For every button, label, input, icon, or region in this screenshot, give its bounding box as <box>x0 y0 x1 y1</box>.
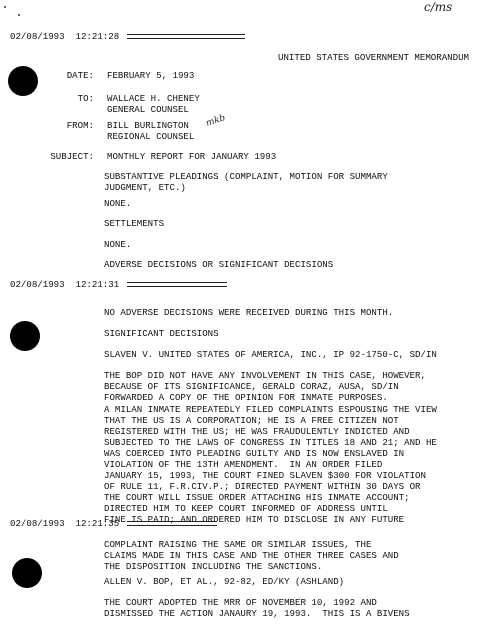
case-title-slaven: SLAVEN V. UNITED STATES OF AMERICA, INC., IP 92-1750-C, SD/IN <box>104 349 437 360</box>
timestamp-rule <box>127 34 245 39</box>
subject-label: SUBJECT: <box>50 151 94 162</box>
scan-speck <box>4 6 6 8</box>
to-name: WALLACE H. CHENEY <box>107 93 200 104</box>
to-title: GENERAL COUNSEL <box>107 104 189 115</box>
timestamp-date: 02/08/1993 <box>10 518 65 529</box>
para-substantive-pleadings: SUBSTANTIVE PLEADINGS (COMPLAINT, MOTION FOR SUMMARY JUDGMENT, ETC.) <box>104 171 388 193</box>
timestamp-date: 02/08/1993 <box>10 31 65 42</box>
para-none-2: NONE. <box>104 239 132 250</box>
to-label: TO: <box>77 93 94 104</box>
case-title-allen: ALLEN V. BOP, ET AL., 92-82, ED/KY (ASHLAND) <box>104 576 345 587</box>
timestamp-time: 12:21:28 <box>75 31 120 42</box>
para-none-1: NONE. <box>104 198 132 209</box>
memo-subject: MONTHLY REPORT FOR JANUARY 1993 <box>107 151 277 162</box>
from-name: BILL BURLINGTON <box>107 120 189 131</box>
heading-adverse-decisions: ADVERSE DECISIONS OR SIGNIFICANT DECISIONS <box>104 259 334 270</box>
date-label: DATE: <box>66 70 94 81</box>
timestamp-rule <box>127 521 217 526</box>
heading-settlements: SETTLEMENTS <box>104 218 165 229</box>
from-label: FROM: <box>66 120 94 131</box>
corner-handwriting: c/ms <box>424 0 453 14</box>
timestamp-time: 12:21:31 <box>75 279 120 290</box>
para-bop-involvement: THE BOP DID NOT HAVE ANY INVOLVEMENT IN THIS CASE, HOWEVER, BECAUSE OF ITS SIGNIFICANCE, GERALD CORAZ, AUSA, SD/IN FORWARDED A COPY OF THE OPINION FOR INMATE PURPOSES. <box>104 370 426 403</box>
scan-speck <box>18 14 20 16</box>
para-no-adverse: NO ADVERSE DECISIONS WERE RECEIVED DURING THIS MONTH. <box>104 307 394 318</box>
timestamp-date: 02/08/1993 <box>10 279 65 290</box>
punch-hole-bottom <box>12 558 42 588</box>
timestamp-rule <box>127 282 227 287</box>
memo-date: FEBRUARY 5, 1993 <box>107 70 195 81</box>
punch-hole-middle <box>10 321 40 351</box>
initials-handwriting: mkb <box>204 113 227 129</box>
timestamp-line-3 <box>10 518 217 529</box>
para-milan-inmate: A MILAN INMATE REPEATEDLY FILED COMPLAINTS ESPOUSING THE VIEW THAT THE US IS A CORPORATION; HE IS A FREE CITIZEN NOT REGISTERED WITH THE US; HE WAS FRAUDULENTLY INDICTED AND SUBJECTED TO THE LAWS OF CONGRESS IN TITLES 18 AND 21; AND HE WAS COERCED INTO PLEADING GUILTY AND IS NOW ENSLAVED IN VIOLATION OF THE 13TH AMENDMENT. IN AN ORDER FILED JANUARY 15, 1993, THE COURT FINED SLAVEN $300 FOR VIOLATION OF RULE 11, F.R.CIV.P.; DIRECTED PAYMENT WITHIN 30 DAYS OR THE COURT WILL ISSUE ORDER ATTACHING HIS INMATE ACCOUNT; DIRECTED HIM TO KEEP COURT INFORMED OF ADDRESS UNTIL FINE IS PAID; AND ORDERED HIM TO DISCLOSE IN ANY FUTURE <box>104 404 437 525</box>
para-court-adopted: THE COURT ADOPTED THE MRR OF NOVEMBER 10, 1992 AND DISMISSED THE ACTION JANAURY 19, 1993. THIS IS A BIVENS <box>104 597 410 619</box>
memo-header: UNITED STATES GOVERNMENT MEMORANDUM <box>278 52 469 63</box>
heading-significant-decisions: SIGNIFICANT DECISIONS <box>104 328 219 339</box>
timestamp-line-2 <box>10 279 227 290</box>
from-title: REGIONAL COUNSEL <box>107 131 195 142</box>
timestamp-time: 12:21:35 <box>75 518 120 529</box>
timestamp-line-1 <box>10 31 245 42</box>
para-complaint-raising: COMPLAINT RAISING THE SAME OR SIMILAR ISSUES, THE CLAIMS MADE IN THIS CASE AND THE OTHER THREE CASES AND THE DISPOSITION INCLUDING THE SANCTIONS. <box>104 539 399 572</box>
